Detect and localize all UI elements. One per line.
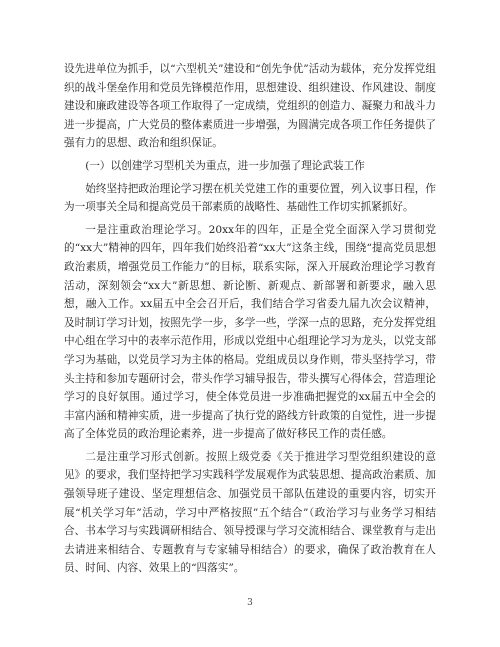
document-body [64,60,436,578]
paragraph-theory-study: 一是注重政治理论学习。20xx年的四年，正是全党全面深入学习贯彻党的“xx大”精神的四年，四年我们始终沿着“xx大”这条主线，围绕“提高党员思想政治素质，增强党员工作能力”的目标，联系实际，深入开展政治理论学习教育活动，深刻领会“xx大”新思想、新论断、新观点、新部署和新要求，融入思想，融入工作。xx届五中全会召开后，我们结合学习省委九届九次会议精神，及时制订学习计划，按照先学一步，多学一些，学深一点的思路，充分发挥党组中心组在学习中的表率示范作用，形成以党组中心组理论学习为龙头，以党支部学习为基础，以党员学习为主体的格局。党组成员以身作则，带头坚持学习，带头主持和参加专题研讨会，带头作学习辅导报告，带头撰写心得体会，营造理论学习的良好氛围。通过学习，使全体党员进一步准确把握党的xx届五中全会的丰富内涵和精神实质，进一步提高了执行党的路线方针政策的自觉性，进一步提高了全体党员的政治理论素养，进一步提高了做好移民工作的责任感。 [64,223,436,441]
section-heading: (一）以创建学习型机关为重点，进一步加强了理论武装工作 [85,159,365,172]
paragraph-intro: 设先进单位为抓手，以“六型机关”建设和“创先争优”活动为载体，充分发挥党组织的战斗堡垒作用和党员先锋模范作用，思想建设、组织建设、作风建设、制度建设和廉政建设等各项工作取得了一定成绩，党组织的创造力、凝聚力和战斗力进一步提高，广大党员的整体素质进一步增强，为圆满完成各项工作任务提供了强有力的思想、政治和组织保证。 [64,63,436,150]
page-number: 3 [247,598,253,608]
paragraph-study-innovation: 二是注重学习形式创新。按照上级党委《关于推进学习型党组织建设的意见》的要求，我们坚持把学习实践科学发展观作为武装思想、提高政治素质、加强领导班子建设、坚定理想信念、加强党员干部队伍建设的重要内容，切实开展“机关学习年”活动，学习中严格按照”五个结合”（政治学习与业务学习相结合、书本学习与实践调研相结合、领导授课与学习交流相结合、课堂教育与走出去请进来相结合、专题教育与专家辅导相结合）的要求，确保了政治教育在人员、时间、内容、效果上的“四落实”。 [64,450,436,575]
paragraph-study-priority: 始终坚持把政治理论学习摆在机关党建工作的重要位置，列入议事日程，作为一项事关全局和提高党员干部素质的战略性、基础性工作切实抓紧抓好。 [64,182,436,214]
